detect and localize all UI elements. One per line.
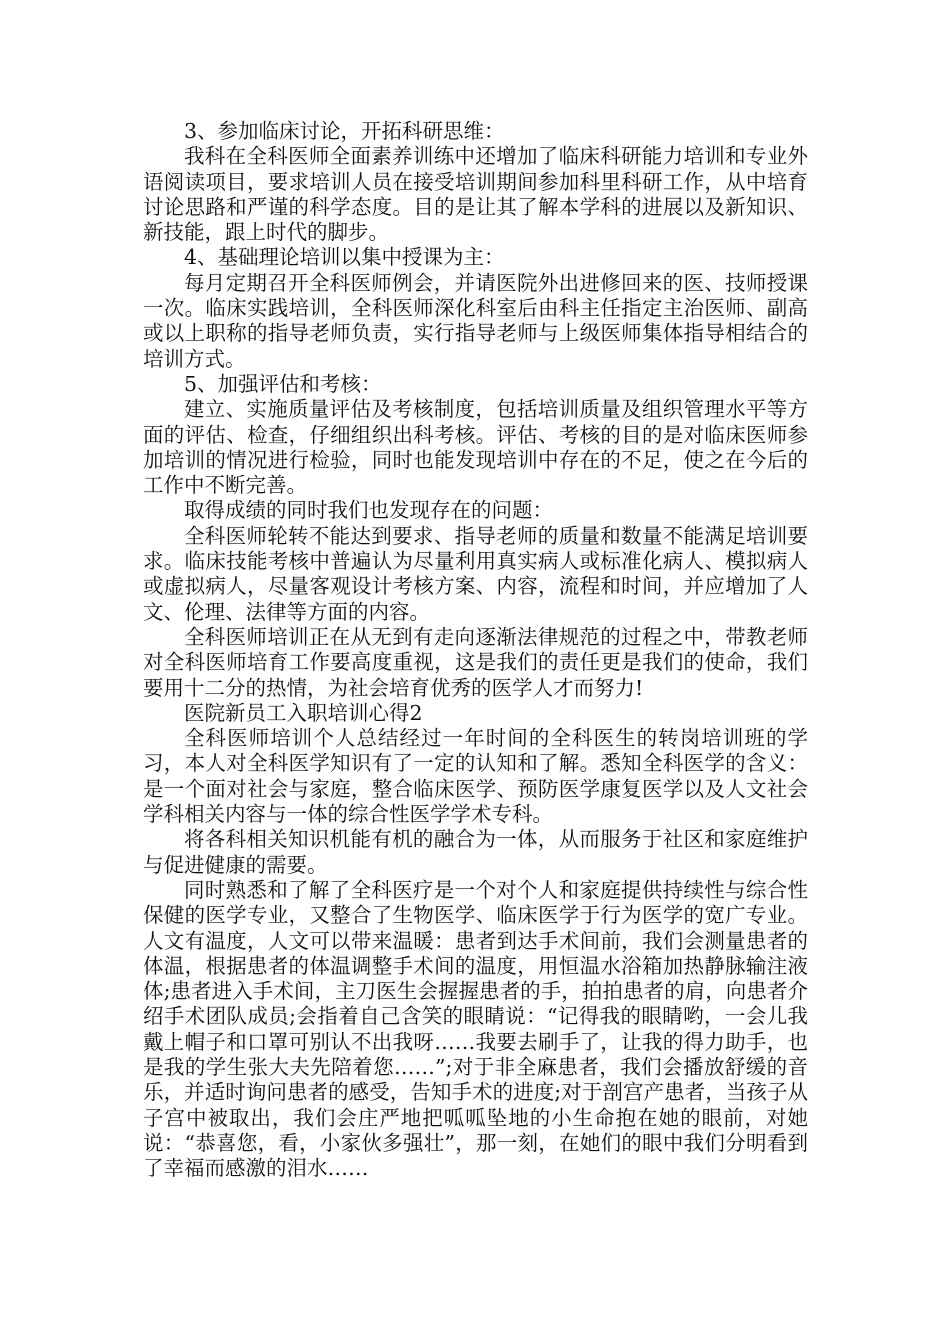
paragraph: 全科医师轮转不能达到要求、指导老师的质量和数量不能满足培训要求。临床技能考核中普遍认为尽量利用真实病人或标准化病人、模拟病人或虚拟病人，尽量客观设计考核方案、内容，流程和时间，并应增加了人文、伦理、法律等方面的内容。 — [143, 523, 808, 624]
section-heading-4: 4、基础理论培训以集中授课为主： — [184, 245, 505, 270]
paragraph: 我科在全科医师全面素养训练中还增加了临床科研能力培训和专业外语阅读项目，要求培训人员在接受培训期间参加科里科研工作，从中培育讨论思路和严谨的科学态度。目的是让其了解本学科的进展以及新知识、新技能，跟上时代的脚步。 — [143, 144, 808, 245]
paragraph: 每月定期召开全科医师例会，并请医院外出进修回来的医、技师授课一次。临床实践培训，全科医师深化科室后由科主任指定主治医师、副高或以上职称的指导老师负责，实行指导老师与上级医师集体指导相结合的培训方式。 — [143, 270, 808, 371]
paragraph: 同时熟悉和了解了全科医疗是一个对个人和家庭提供持续性与综合性保健的医学专业，又整合了生物医学、临床医学于行为医学的宽广专业。 人文有温度，人文可以带来温暖：患者到达手术间前，我们会测量患者的体温，根据患者的体温调整手术间的温度，用恒温水浴箱加热静脉输注液体;患者进入手术间，主刀医生会握握患者的手，拍拍患者的肩，向患者介绍手术团队成员;会指着自己含笑的眼睛说：“记得我的眼睛哟，一会儿我戴上帽子和口罩可别认不出我呀……我要去刷手了，让我的得力助手，也是我的学生张大夫先陪着您……”;对于非全麻患者，我们会播放舒缓的音乐，并适时询问患者的感受，告知手术的进度;对于剖宫产患者，当孩子从子宫中被取出，我们会庄严地把呱呱坠地的小生命抱在她的眼前，对她说：“恭喜您，看，小家伙多强壮”，那一刻，在她们的眼中我们分明看到了幸福而感激的泪水…… — [143, 877, 808, 1181]
article-title: 医院新员工入职培训心得2 — [184, 700, 423, 725]
paragraph: 全科医师培训个人总结经过一年时间的全科医生的转岗培训班的学习，本人对全科医学知识有了一定的认知和了解。悉知全科医学的含义：是一个面对社会与家庭，整合临床医学、预防医学康复医学以及人文社会学科相关内容与一体的综合性医学学术专科。 — [143, 726, 808, 827]
paragraph: 取得成绩的同时我们也发现存在的问题： — [184, 498, 553, 523]
paragraph: 将各科相关知识机能有机的融合为一体，从而服务于社区和家庭维护与促进健康的需要。 — [143, 827, 808, 877]
section-heading-5: 5、加强评估和考核： — [184, 371, 382, 396]
paragraph: 建立、实施质量评估及考核制度，包括培训质量及组织管理水平等方面的评估、检查，仔细组织出科考核。评估、考核的目的是对临床医师参加培训的情况进行检验，同时也能发现培训中存在的不足，使之在今后的工作中不断完善。 — [143, 397, 808, 498]
section-heading-3: 3、参加临床讨论，开拓科研思维： — [184, 119, 505, 143]
document-body — [143, 119, 808, 1181]
paragraph: 全科医师培训正在从无到有走向逐渐法律规范的过程之中，带教老师对全科医师培育工作要高度重视，这是我们的责任更是我们的使命，我们要用十二分的热情，为社会培育优秀的医学人才而努力! — [143, 624, 808, 700]
